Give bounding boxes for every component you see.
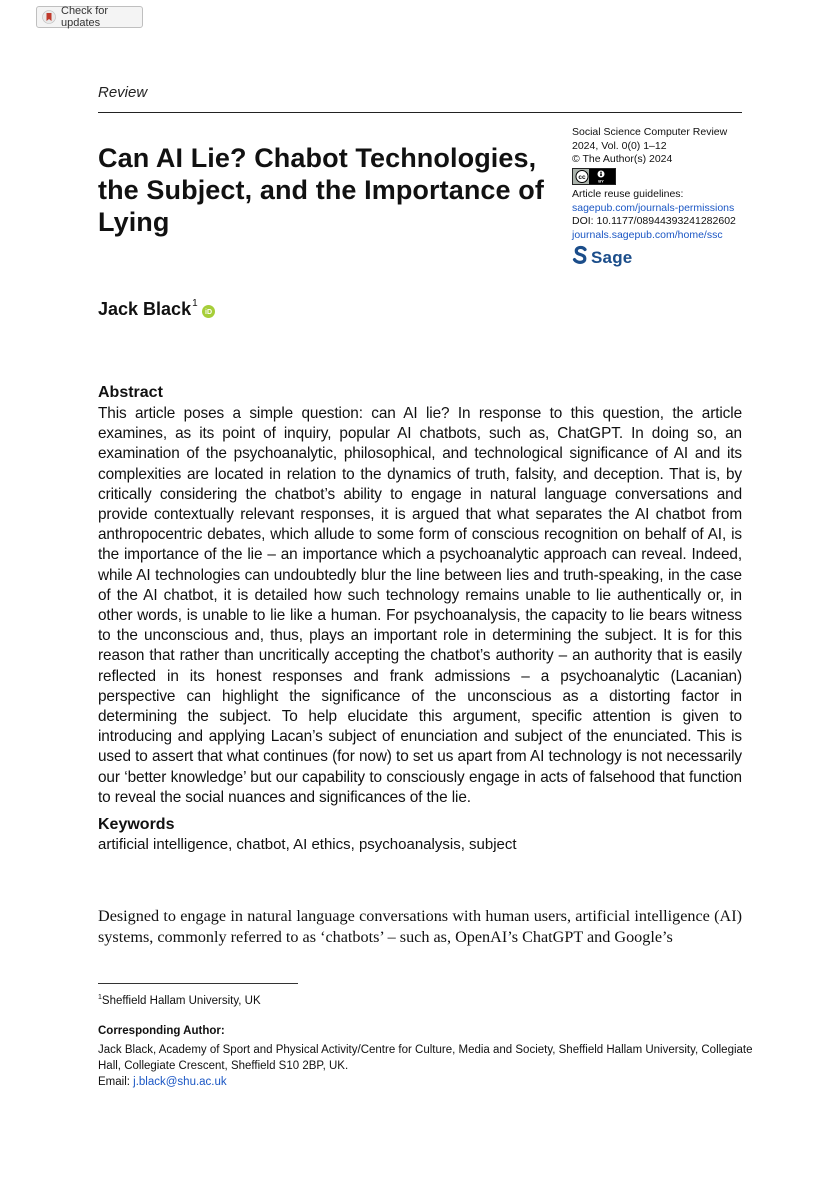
author-name: Jack Black xyxy=(98,299,192,319)
keywords-heading: Keywords xyxy=(98,816,175,833)
abstract-text: This article poses a simple question: can AI lie? In response to this question, the article examines, as its point of inquiry, popular AI chatbots, such as, ChatGPT. In doing so, an examination of the psychoanalytic, philosophical, and technological significance of AI and its complexities are located in relation to the dynamics of truth, falsity, and deception. That is, by critically considering the chatbot’s ability to engage in natural language conversations and provide contextually relevant responses, it is argued that what separates the AI chatbot from anthropocentric debates, which allude to some form of conscious recognition on behalf of AI, is the importance of the lie – an importance which a psychoanalytic approach can reveal. Indeed, while AI technologies can undoubtedly blur the line between lies and truth-speaking, in the case of the AI chatbot, it is detailed how such technology remains unable to lie authentically or, in other words, is unable to lie like a human. For psychoanalysis, the capacity to lie bears witness to the unconscious and, thus, plays an important role in determining the subject. It is for this reason that rather than uncritically accepting the chatbot’s authority – an authority that is easily reflected in its honest responses and frank admissions – a psychoanalytic (Lacanian) perspective can highlight the significance of the unconscious as a distorting factor in determining the subject. To help elucidate this argument, specific attention is given to introducing and applying Lacan’s subject of enunciation and subject of the enunciated. This is used to assert that what continues (for now) to set us apart from AI technology is not necessarily our ‘better knowledge’ but our capability to consciously engage in acts of falsehood that function to reveal the social nuances and significances of the lie. xyxy=(98,405,742,806)
check-for-updates-label: Check for updates xyxy=(61,5,109,29)
author-line xyxy=(98,299,215,323)
journal-name: Social Science Computer Review xyxy=(572,126,728,138)
email-label: Email: xyxy=(98,1076,130,1088)
orcid-icon[interactable] xyxy=(202,302,215,323)
doi-line: DOI: 10.1177/08944393241282602 xyxy=(572,215,736,227)
bookmark-ribbon-icon xyxy=(42,10,56,24)
reuse-label: Article reuse guidelines: xyxy=(572,188,684,200)
footnote-divider xyxy=(98,983,298,984)
article-title: Can AI Lie? Chabot Technologies, the Subject, and the Importance of Lying xyxy=(98,143,544,237)
email-line xyxy=(98,1074,758,1090)
header-divider xyxy=(98,112,742,113)
journal-info-block xyxy=(572,126,752,270)
keywords-list: artificial intelligence, chatbot, AI ethics, psychoanalysis, subject xyxy=(98,836,517,853)
sage-logo-icon xyxy=(572,245,588,270)
check-for-updates-button[interactable] xyxy=(36,6,143,28)
svg-text:BY: BY xyxy=(598,178,604,184)
corresponding-address: Jack Black, Academy of Sport and Physical Activity/Centre for Culture, Media and Society, Sheffield Hallam University, Collegiate Hall, Collegiate Crescent, Sheffield S10 2BP, UK. xyxy=(98,1044,753,1072)
affiliation-text: Sheffield Hallam University, UK xyxy=(101,994,261,1007)
permissions-link[interactable]: sagepub.com/journals-permissions xyxy=(572,201,735,214)
affiliation-mark: 1 xyxy=(98,994,102,1001)
abstract-heading: Abstract xyxy=(98,384,163,401)
svg-text:cc: cc xyxy=(578,173,586,181)
body-intro-paragraph: Designed to engage in natural language conversations with human users, artificial intelligence (AI) systems, commonly referred to as ‘chatbots’ – such as, OpenAI’s ChatGPT and Google’s xyxy=(98,907,742,946)
journal-volume: 2024, Vol. 0(0) 1–12 xyxy=(572,139,667,152)
section-label: Review xyxy=(98,84,148,101)
corresponding-author-heading: Corresponding Author: xyxy=(98,1025,225,1037)
svg-text:iD: iD xyxy=(204,309,212,317)
corresponding-author-details xyxy=(98,1042,758,1090)
sage-logo-text: Sage xyxy=(591,247,633,267)
affiliation-footnote xyxy=(98,994,261,1007)
journal-homepage-link[interactable]: journals.sagepub.com/home/ssc xyxy=(572,228,723,241)
cc-by-license-icon[interactable] xyxy=(572,168,616,185)
email-link[interactable]: j.black@shu.ac.uk xyxy=(133,1076,227,1088)
author-affiliation-mark: 1 xyxy=(192,298,198,309)
sage-logo xyxy=(572,245,752,270)
copyright-line: © The Author(s) 2024 xyxy=(572,153,673,165)
